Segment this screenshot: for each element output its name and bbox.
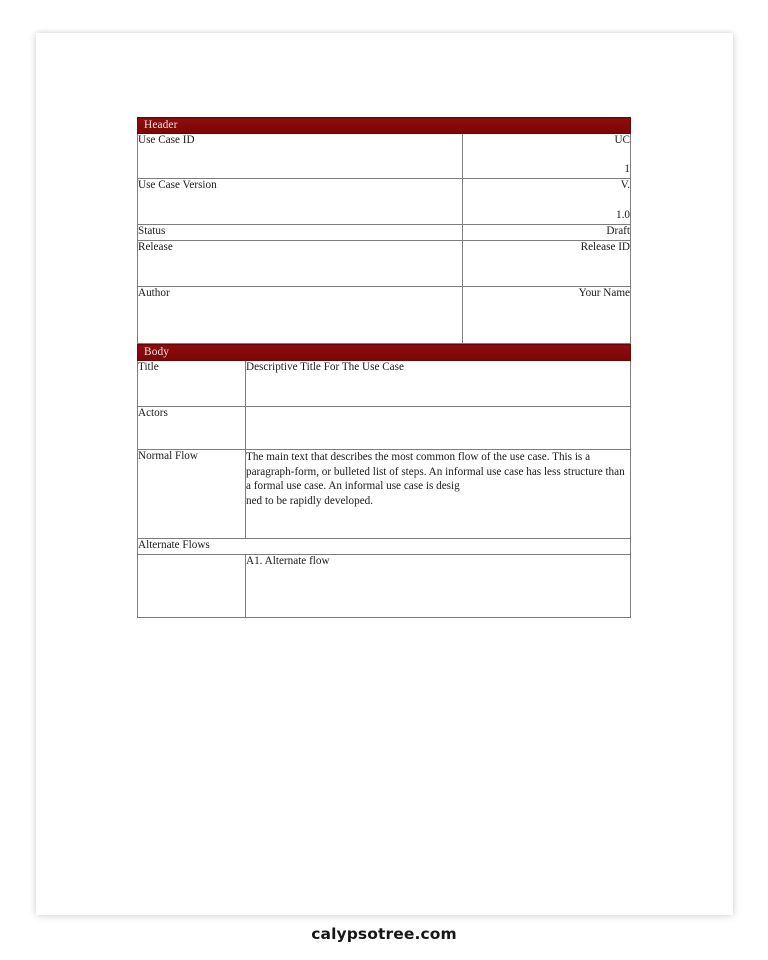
row-normal-flow — [138, 450, 631, 539]
alternate-flows-label: Alternate Flows — [138, 539, 631, 555]
use-case-body-table — [137, 344, 631, 618]
alternate-flow-empty-label — [138, 555, 246, 618]
row-use-case-version — [138, 179, 631, 225]
body-section-band — [138, 345, 631, 361]
row-title — [138, 361, 631, 407]
author-label: Author — [138, 287, 463, 344]
release-value[interactable]: Release ID — [463, 241, 631, 287]
use-case-version-prefix: V. — [620, 179, 631, 191]
use-case-version-label: Use Case Version — [138, 179, 463, 225]
use-case-template-tables — [137, 117, 630, 618]
row-author — [138, 287, 631, 344]
use-case-version-number: 1.0 — [616, 209, 631, 221]
use-case-id-label: Use Case ID — [138, 134, 463, 179]
row-use-case-id — [138, 134, 631, 179]
normal-flow-paragraph-continued: ned to be rapidly developed. — [246, 494, 374, 507]
normal-flow-label: Normal Flow — [138, 450, 246, 539]
title-label: Title — [138, 361, 246, 407]
use-case-id-number: 1 — [624, 163, 631, 175]
use-case-version-value[interactable] — [463, 179, 631, 225]
title-value[interactable]: Descriptive Title For The Use Case — [246, 361, 631, 407]
site-watermark: calypsotree.com — [311, 925, 457, 943]
status-value[interactable]: Draft — [463, 225, 631, 241]
use-case-header-table — [137, 117, 631, 344]
normal-flow-paragraph: The main text that describes the most common flow of the use case. This is a paragraph-form, or bulleted list of steps. An informal use case has less structure than a formal use case. An informal use case is desig — [246, 451, 625, 493]
actors-value[interactable] — [246, 407, 631, 450]
row-status — [138, 225, 631, 241]
normal-flow-value[interactable] — [246, 450, 631, 539]
use-case-id-value[interactable] — [463, 134, 631, 179]
alternate-flow-value[interactable]: A1. Alternate flow — [246, 555, 631, 618]
document-page — [36, 33, 733, 915]
row-release — [138, 241, 631, 287]
release-label: Release — [138, 241, 463, 287]
status-label: Status — [138, 225, 463, 241]
author-value[interactable]: Your Name — [463, 287, 631, 344]
actors-label: Actors — [138, 407, 246, 450]
row-actors — [138, 407, 631, 450]
header-band-label: Header — [138, 118, 631, 134]
use-case-id-prefix: UC — [614, 134, 631, 146]
row-alternate-flow-item — [138, 555, 631, 618]
header-section-band — [138, 118, 631, 134]
body-band-label: Body — [138, 345, 631, 361]
row-alternate-flows-heading — [138, 539, 631, 555]
